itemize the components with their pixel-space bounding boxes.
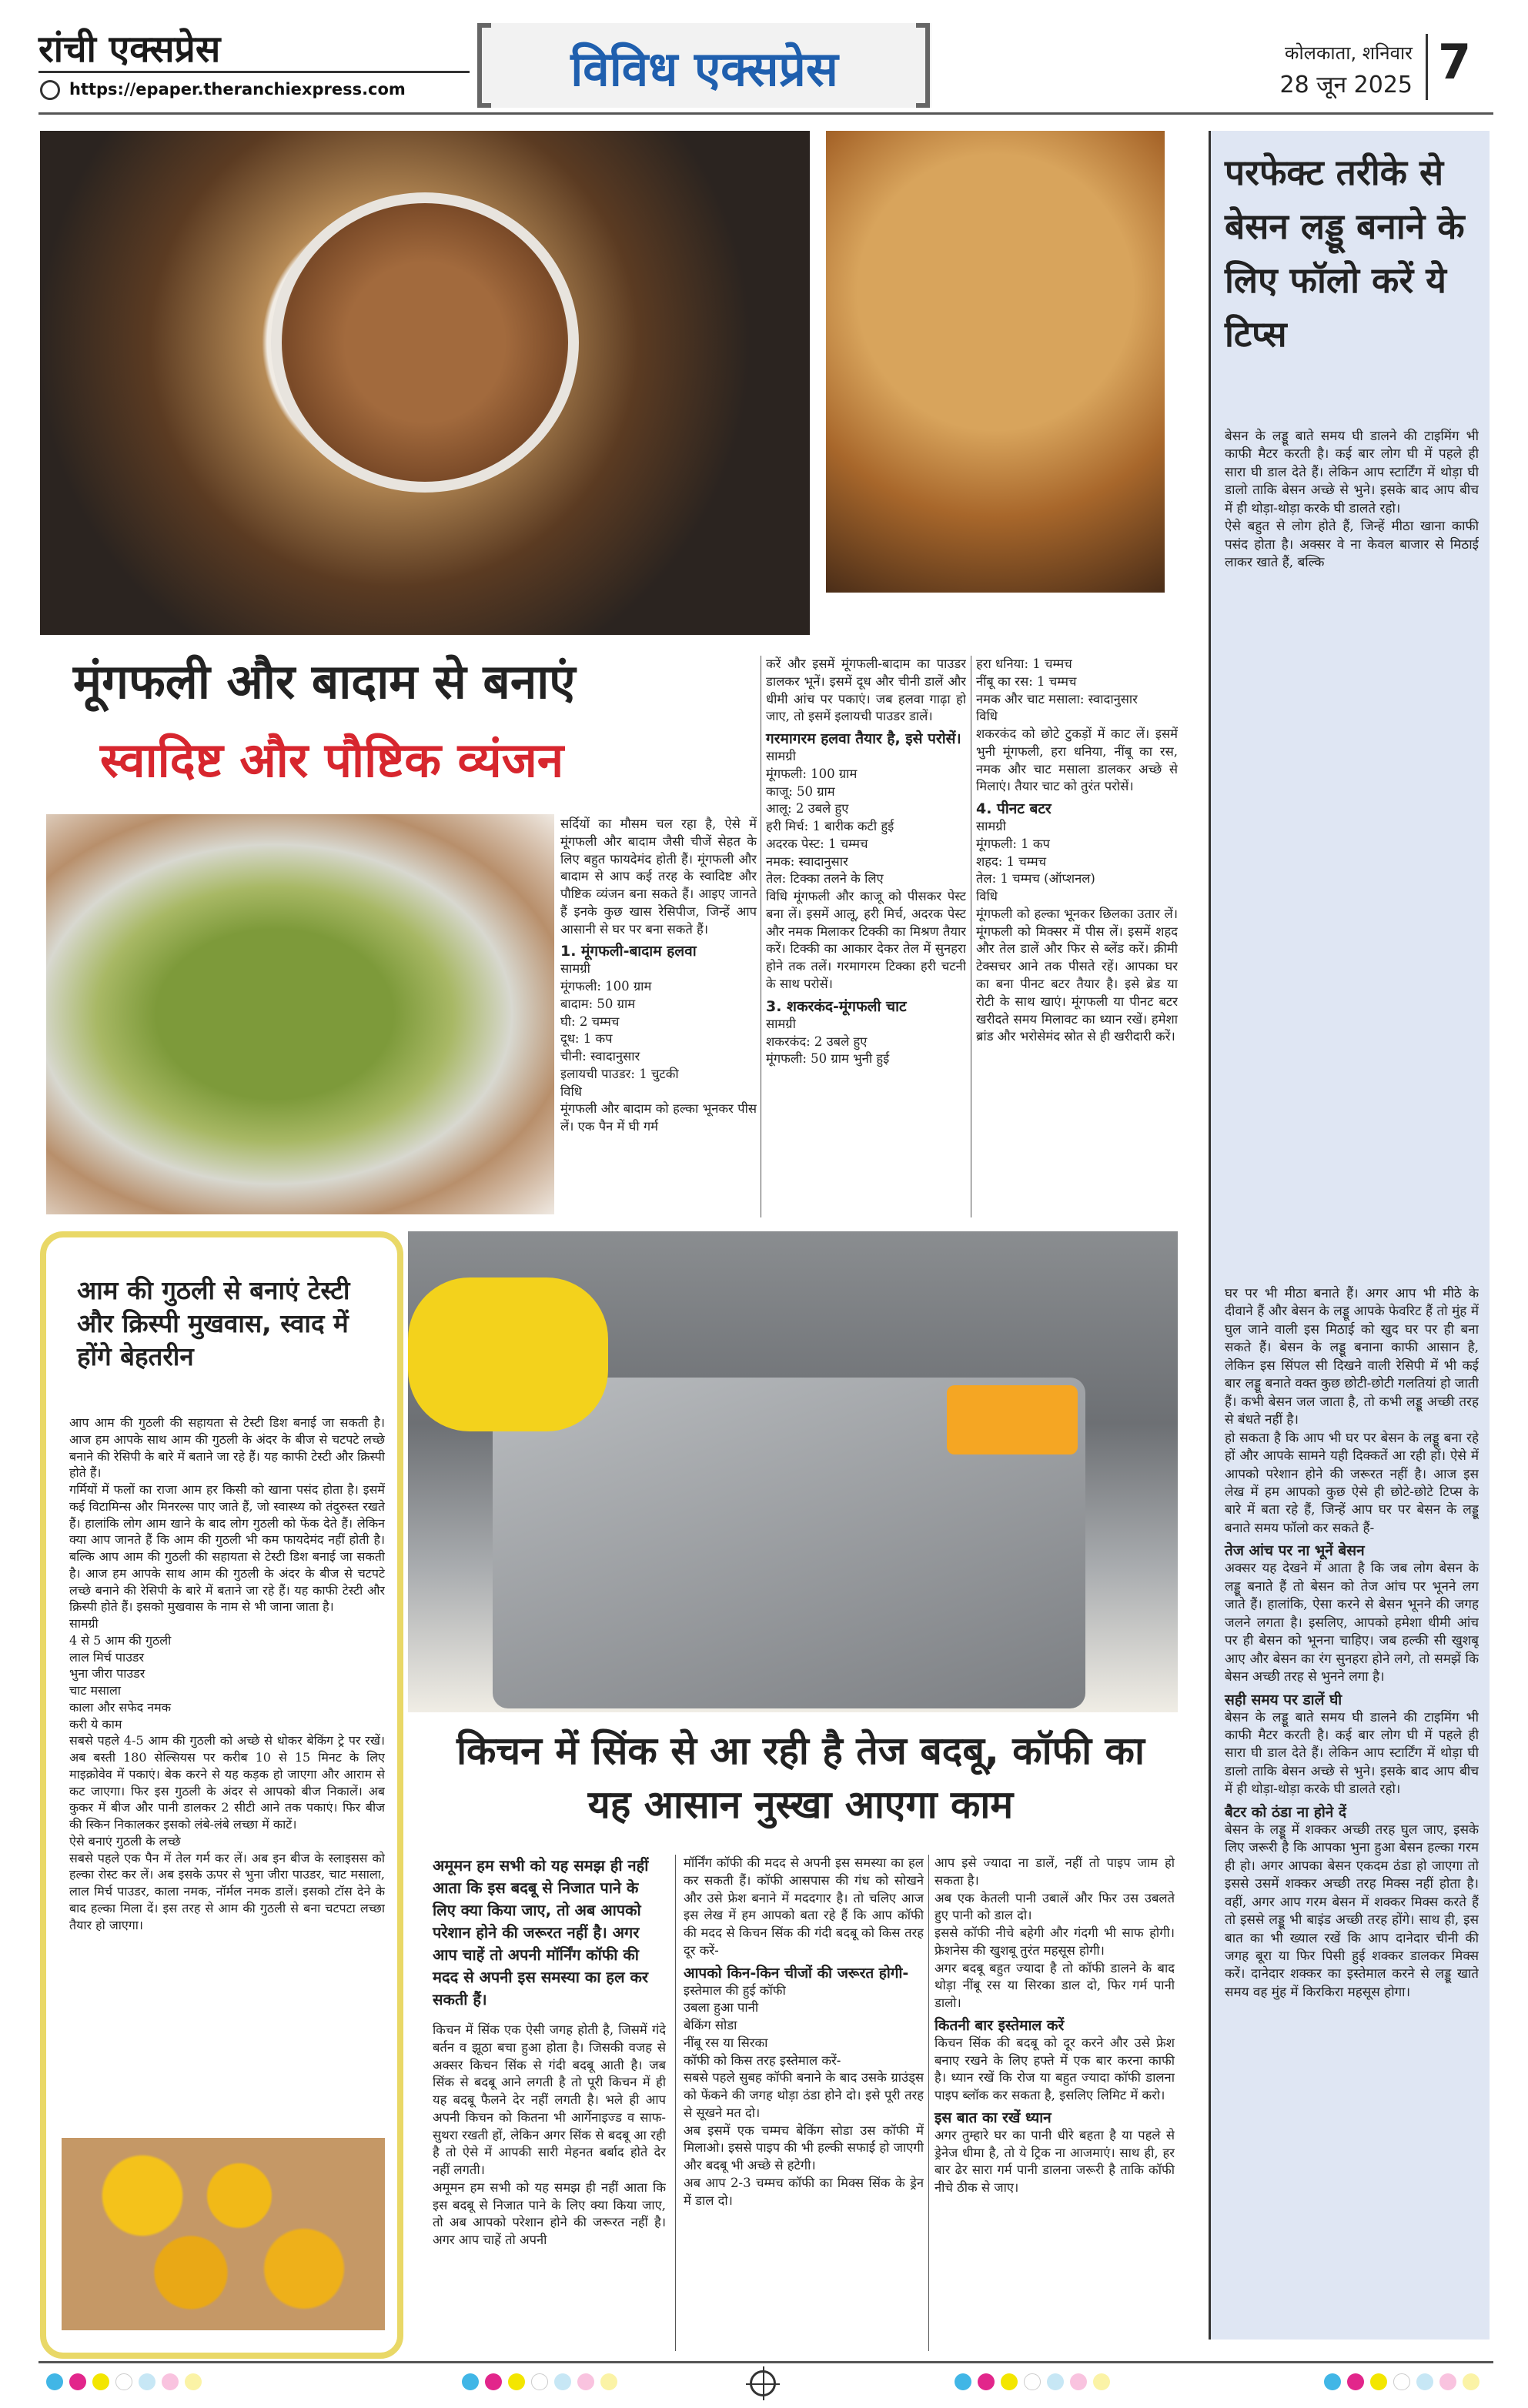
caution-heading: इस बात का रखें ध्यान [935, 2109, 1052, 2126]
sink-col2 [684, 1855, 924, 2351]
sink-col2-text: इस्तेमाल की हुई कॉफी उबला हुआ पानी बेकिंग सोडा नींबू रस या सिरका कॉफी को किस तरह इस्तेमाल करें- सबसे पहले सुबह कॉफी बनाने के बाद उसके ग्राउंड्स को फेंकने की जगह थोड़ा ठंडा होने दो। इसे पूरी तरह से सूखने मत दो। अब इसमें एक चम्मच बेकिंग सोडा उस कॉफी में मिलाओ। इससे पाइप की भी हल्की सफाई हो जाएगी और बदबू भी अच्छे से हटेगी। अब आप 2-3 चम्मच कॉफी का मिक्स सिंक के ड्रेन में डाल दो। [684, 1982, 924, 2208]
footer-rule [38, 2361, 1493, 2363]
tip2-heading: सही समय पर डालें घी [1225, 1691, 1342, 1708]
section-title: विविध एक्सप्रेस [570, 41, 838, 97]
sink-col3-top-text: आप इसे ज्यादा ना डालें, नहीं तो पाइप जाम हो सकता है। अब एक केतली पानी उबालें और फिर उस उबलते हुए पानी को डाल दो। इससे कॉफी नीचे बहेगी और गंदगी भी साफ होगी। फ्रेशनेस की खुशबू तुरंत महसूस होगी। अगर बदबू बहुत ज्यादा है तो कॉफी डालने के बाद थोड़ा नींबू रस या सिरका डाल दो, फिर गर्म पानी डालो। [935, 1855, 1175, 2011]
ladoo-sidebar [1209, 131, 1490, 2340]
column-rule [675, 1855, 676, 2351]
registration-dot [462, 2373, 479, 2390]
yellow-glove-shape [408, 1277, 608, 1431]
registration-dot [139, 2373, 155, 2390]
registration-dots-mid-left [462, 2373, 624, 2393]
registration-dot [1047, 2373, 1064, 2390]
mixed-nuts-photo [40, 131, 810, 635]
recipe1-heading: 1. मूंगफली-बादाम हलवा [560, 943, 697, 960]
registration-dot [1024, 2373, 1041, 2390]
peanut-dish-photo [46, 814, 554, 1214]
city-day: कोलकाता, शनिवार [1285, 42, 1413, 64]
tip3-heading: बैटर को ठंडा ना होने दें [1225, 1803, 1347, 1821]
registration-dot [1347, 2373, 1364, 2390]
ladoo-intro: बेसन के लड्डू बाते समय घी डालने की टाइमिंग भी काफी मैटर करती है। कई बार लोग घी में पहले ही सारा घी डाल देते हैं। लेकिन आप स्टार्टिंग में थोड़ा घी डालो ताकि बेसन अच्छे से भुने। इसके बाद आप बीच में ही थोड़ा-थोड़ा करके घी डालते रहो। ऐसे बहुत से लोग होते हैं, जिन्हें मीठा खाना काफी पसंद होता है। अक्सर वे ना केवल बाजार से मिठाई लाकर खाते हैं, बल्कि [1225, 429, 1479, 571]
registration-dots-left [46, 2373, 208, 2393]
registration-dot [92, 2373, 109, 2390]
tip1-text: अक्सर यह देखने में आता है कि जब लोग बेसन के लड्डू बनाते हैं तो बेसन को तेज आंच पर भूनने लग जाते हैं। हालांकि, ऐसा करने से बेसन भूनने की जगह जलने लगता है। इसलिए, आपको हमेशा धीमी आंच पर ही बेसन को भूनना चाहिए। जब हल्की सी खुशबू आए और बेसन का रंग सुनहरा होने लगे, तो समझें कि बेसन अच्छी तरह से भुनने लगा है। [1225, 1561, 1479, 1685]
caution-text: अगर तुम्हारे घर का पानी धीरे बहता है या पहले से ड्रेनेज धीमा है, तो ये ट्रिक ना आजमाएं। साथ ही, हर बार ढेर सारा गर्म पानी डालना जरूरी है ताकि कॉफी नीचे ठीक से जाए। [935, 2127, 1175, 2196]
sink-headline: किचन में सिंक से आ रही है तेज बदबू, कॉफी का यह आसान नुस्खा आएगा काम [456, 1728, 1145, 1827]
recipe4-text: सामग्री मूंगफली: 1 कप शहद: 1 चम्मच तेल: 1 चम्मच (ऑप्शनल) विधि मूंगफली को हल्का भूनकर छिलका उतार लें। मूंगफली को मिक्सर में पीस लें। इसमें शहद और तेल डालें और फिर से ब्लेंड करें। क्रीमी टेक्सचर आने तक पीसते रहें। आपका घर का बना पीनट बटर तैयार है। इसे ब्रेड या रोटी के साथ खाएं। मूंगफली या पीनट बटर खरीदते समय मिलावट का ध्यान रखें। हमेशा ब्रांड और भरोसेमंद स्रोत से ही खरीदारी करें। [976, 819, 1178, 1044]
registration-dot [577, 2373, 594, 2390]
registration-dot [1324, 2373, 1341, 2390]
masthead-underline [38, 71, 470, 73]
recipe3-text: सामग्री शकरकंद: 2 उबले हुए मूंगफली: 50 ग्राम भुनी हुई [766, 1016, 890, 1067]
registration-dot [46, 2373, 63, 2390]
registration-dot [978, 2373, 995, 2390]
registration-dot [485, 2373, 502, 2390]
halwa-photo [826, 131, 1165, 593]
recipe1-serve-heading: गरमागरम हलवा तैयार है, इसे परोसें। [766, 730, 961, 748]
registration-dot [1439, 2373, 1456, 2390]
ladoo-article-body [1225, 1285, 1479, 2347]
registration-dots-right [1324, 2373, 1486, 2393]
crosshair-v [763, 2366, 764, 2400]
registration-dot [600, 2373, 617, 2390]
masthead-rule [38, 112, 1493, 115]
page-number-divider [1426, 34, 1428, 100]
masthead [0, 0, 1528, 115]
mango-box [40, 1231, 403, 2359]
recipe2-text: सामग्री मूंगफली: 100 ग्राम काजू: 50 ग्राम आलू: 2 उबले हुए हरी मिर्च: 1 बारीक कटी हुई अदरक पेस्ट: 1 चम्मच नमक: स्वादानुसार तेल: टिक्का तलने के लिए विधि मूंगफली और काजू को पीसकर पेस्ट बना लें। इसमें आलू, हरी मिर्च, अदरक पेस्ट और नमक मिलाकर टिक्की का मिश्रण तैयार करें। टिक्की का आकार देकर तेल में सुनहरा होने तक तलें। गरमागरम टिक्का हरी चटनी के साथ परोसें। [766, 749, 966, 992]
registration-dot [1463, 2373, 1480, 2390]
tip3-text: बेसन के लड्डू में शक्कर अच्छी तरह घुल जाए, इसके लिए जरूरी है कि आपका भुना हुआ बेसन हल्का गरम ही हो। अगर आपका बेसन एकदम ठंडा हो जाएगा तो इससे उसमें शक्कर अच्छी तरह मिक्स नहीं होता है। वहीं, अगर आप गरम बेसन में शक्कर मिक्स करते हैं तो इससे लड्डू भी बाइंड अच्छी तरह होंगे। साथ ही, इस बात का भी ख्याल रखें कि आप दानेदार चीनी की जगह बूरा या फिर पिसी हुई शक्कर डालकर मिक्स करें। दानेदार शक्कर का इस्तेमाल करने से लड्डू खाते समय वह मुंह में किरकिरा महसूस होगा। [1225, 1822, 1479, 2000]
column-rule [928, 1855, 929, 2351]
registration-dot [69, 2373, 86, 2390]
registration-dot [115, 2373, 132, 2390]
registration-dot [531, 2373, 548, 2390]
nuts-headline-line1: मूंगफली और बादाम से बनाएं [73, 653, 576, 710]
mango-article-text: आप आम की गुठली की सहायता से टेस्टी डिश बनाई जा सकती है। आज हम आपके साथ आम की गुठली के अंदर के बीज से चटपटे लच्छे बनाने की रेसिपी के बारे में बताने जा रहे हैं। यह काफी टेस्टी और क्रिस्पी होते हैं। गर्मियों में फलों का राजा आम हर किसी को खाना पसंद होता है। इसमें कई विटामिन्स और मिनरल्स पाए जाते हैं, जो स्वास्थ्य को तंदुरुस्त रखते हैं। हालांकि लोग आम खाने के बाद लोग गुठली को फेंक देते हैं। लेकिन क्या आप जानते हैं कि आम की गुठली भी कम फायदेमंद नहीं होती है। बल्कि आप आम की गुठली की सहायता से टेस्टी डिश बनाई जा सकती है। आज हम आपके साथ आम की गुठली के अंदर के बीज से चटपटे लच्छे बनाने की रेसिपी के बारे में बताने जा रहे हैं। यह काफी टेस्टी और क्रिस्पी होते हैं। इसको मुखवास के नाम से भी जाना जाता है। सामग्री 4 से 5 आम की गुठली लाल मिर्च पाउडर भुना जीरा पाउडर चाट मसाला काला और सफेद नमक करी ये काम सबसे पहले 4-5 आम की गुठली को अच्छे से धोकर बेकिंग ट्रे पर रखें। अब बस्ती 180 सेल्सियस पर करीब 10 से 15 मिनट के लिए माइक्रोवेव में पकाएं। बेक करने से यह कड़क हो जाएगा और आराम से कट जाएगा। फिर इस गुठली के अंदर से आपको बीज निकालें। अब कुकर में बीज और पानी डालकर 2 सीटी आने तक पकाएं। फिर बीज की स्किन निकालकर इसको लंबे-लंबे लच्छा में काटें। ऐसे बनाएं गुठली के लच्छे सबसे पहले एक पैन में तेल गर्म कर लें। अब इन बीज के स्लाइसस को हल्का रोस्ट कर लें। अब इसके ऊपर से भुना जीरा पाउडर, चाट मसाला, लाल मिर्च पाउडर, काला नमक, नॉर्मल नमक डालें। इसको टॉस देने के बाद हल्का मिला दें। इस तरह से आम की गुठली से बना चटपटा लच्छा तैयार हो जाएगा। [69, 1415, 385, 1932]
nuts-col3 [976, 656, 1178, 1217]
usage-frequency-heading: कितनी बार इस्तेमाल करें [935, 2016, 1065, 2034]
ladoo-body-text: घर पर भी मीठा बनाते हैं। अगर आप भी मीठे के दीवाने हैं और बेसन के लड्डू आपके फेवरिट हैं तो मुंह में घुल जाने वाली इस मिठाई को खुद घर पर ही बना सकते हैं। बेसन के लड्डू बनाना काफी आसान है, लेकिन इस सिंपल सी दिखने वाली रेसिपी में भी कई बार लड्डू बनाते वक्त कुछ छोटी-छोटी गलतियां हो जाती हैं। कभी बेसन जल जाता है, तो कभी लड्डू अच्छी तरह से बंधते नहीं है। हो सकता है कि आप भी घर पर बेसन के लड्डू बना रहे हों और आपके सामने यही दिक्कतें आ रही हों। ऐसे में आपको परेशान होने की जरूरत नहीं है। आज इस लेख में हम आपको कुछ ऐसे ही छोटे-छोटे टिप्स के बारे में बता रहे हैं, जिन्हें आप घर पर बेसन के लड्डू बनाते समय फॉलो कर सकते हैं- [1225, 1286, 1479, 1536]
sink-lead: अमूमन हम सभी को यह समझ ही नहीं आता कि इस बदबू से निजात पाने के लिए क्या किया जाए, तो अब आपको परेशान होने की जरूरत नहीं है। अगर आप चाहें तो अपनी मॉर्निंग कॉफी की मदद से अपनी इस समस्या का हल कर सकती हैं। [433, 1856, 649, 2009]
ladoo-headline: परफेक्ट तरीके से बेसन लड्डू बनाने के लिए फॉलो करें ये टिप्स [1225, 152, 1465, 355]
nuts-intro: सर्दियों का मौसम चल रहा है, ऐसे में मूंगफली और बादाम जैसी चीजें सेहत के लिए बहुत फायदेमंद होती हैं। मूंगफली और बादाम से आप कई तरह के स्वादिष्ट और पौष्टिक व्यंजन बना सकते हैं। आइए जानते हैं इनके कुछ खास रेसिपीज, जिन्हें आप आसानी से घर पर बना सकते हैं। [560, 817, 757, 937]
registration-dot [554, 2373, 571, 2390]
bracket-left [477, 23, 491, 108]
registration-dot [955, 2373, 971, 2390]
mangoes-photo [62, 2138, 385, 2330]
nuts-col2 [766, 656, 966, 1217]
registration-dot [162, 2373, 179, 2390]
nuts-headline-line2: स्वादिष्ट और पौष्टिक व्यंजन [100, 732, 564, 788]
registration-dot [185, 2373, 202, 2390]
recipe3-heading: 3. शकरकंद-मूंगफली चाट [766, 997, 907, 1015]
recipe1-text: सामग्री मूंगफली: 100 ग्राम बादाम: 50 ग्राम घी: 2 चम्मच दूध: 1 कप चीनी: स्वादानुसार इलायची पाउडर: 1 चुटकी विधि मूंगफली और बादाम को हल्का भूनकर पीस लें। एक पैन में घी गर्म [560, 961, 757, 1134]
mango-headline: आम की गुठली से बनाएं टेस्टी और क्रिस्पी मुखवास, स्वाद में होंगे बेहतरीन [77, 1275, 350, 1371]
globe-icon [40, 80, 60, 100]
tip2-text: बेसन के लड्डू बाते समय घी डालने की टाइमिंग भी काफी मैटर करती है। कई बार लोग घी में पहले ही सारा घी डाल देते हैं। लेकिन आप स्टार्टिंग में थोड़ा घी डालो ताकि बेसन अच्छे से भुने। इसके बाद आप बीच में ही थोड़ा-थोड़ा करके घी डालते रहो। [1225, 1709, 1479, 1798]
recipe1-continued: करें और इसमें मूंगफली-बादाम का पाउडर डालकर भूनें। इसमें दूध और चीनी डालें और धीमी आंच पर पकाएं। जब हलवा गाढ़ा हो जाए, तो इसमें इलायची पाउडर डालें। [766, 656, 966, 724]
sink-col2-top-text: मॉर्निंग कॉफी की मदद से अपनी इस समस्या का हल कर सकती हैं। कॉफी आसपास की गंध को सोखने और उसे फ्रेश बनाने में मददगार है। तो चलिए आज इस लेख में हम आपको बता रहे हैं कि आप कॉफी की मदद से किचन सिंक की गंदी बदबू को किस तरह दूर करें- [684, 1855, 924, 1958]
registration-crosshair-icon [750, 2370, 776, 2396]
sponge-shape [947, 1385, 1078, 1454]
usage-frequency-text: किचन सिंक की बदबू को दूर करने और उसे फ्रेश बनाए रखने के लिए हफ्ते में एक बार करना काफी है। ध्यान रखें कि रोज या बहुत ज्यादा कॉफी डालना पाइप ब्लॉक कर सकता है, इसलिए लिमिट में करो। [935, 2035, 1175, 2103]
registration-dot [1001, 2373, 1018, 2390]
registration-dot [1093, 2373, 1110, 2390]
nut-bowl-shape [271, 192, 579, 493]
registration-dot [1393, 2373, 1410, 2390]
bracket-right [916, 23, 930, 108]
registration-dot [1070, 2373, 1087, 2390]
page-number: 7 [1438, 34, 1472, 90]
registration-dot [508, 2373, 525, 2390]
sink-col1-text: किचन में सिंक एक ऐसी जगह होती है, जिसमें गंदे बर्तन व झूठा बचा हुआ होता है। जिसकी वजह से अक्सर किचन सिंक से गंदी बदबू आती है। जब सिंक से बदबू आने लगती है तो पूरी किचन में ही यह बदबू फैलने देर नहीं लगती है। भले ही आप अपनी किचन को कितना भी आर्गेनाइज्ड व साफ-सुथरा रखती हों, लेकिन अगर सिंक से बदबू आ रही है तो ऐसे में आपकी सारी मेहनत बर्बाद होते देर नहीं लगती। अमूमन हम सभी को यह समझ ही नहीं आता कि इस बदबू से निजात पाने के लिए क्या किया जाए, तो अब आपको परेशान होने की जरूरत नहीं है। अगर आप चाहें तो अपनी [433, 2022, 666, 2248]
paper-url[interactable]: https://epaper.theranchiexpress.com [69, 80, 406, 99]
sink-col1 [433, 1855, 666, 2351]
recipe3-continued: हरा धनिया: 1 चम्मच नींबू का रस: 1 चम्मच नमक और चाट मसाला: स्वादानुसार विधि शकरकंद को छोटे टुकड़ों में काट लें। इसमें भुनी मूंगफली, हरा धनिया, नींबू का रस, नमक और चाट मसाला डालकर अच्छे से मिलाएं। तैयार चाट को तुरंत परोसें। [976, 656, 1178, 794]
nuts-col1 [560, 816, 757, 1216]
registration-dots-mid-right [955, 2373, 1116, 2393]
registration-dot [1370, 2373, 1387, 2390]
kitchen-sink-photo [408, 1231, 1178, 1712]
registration-dot [1416, 2373, 1433, 2390]
issue-date: 28 जून 2025 [1279, 72, 1413, 99]
paper-logo: रांची एक्सप्रेस [38, 28, 221, 71]
things-needed-heading: आपको किन-किन चीजों की जरूरत होगी- [684, 1964, 909, 1982]
sink-col3 [935, 1855, 1175, 2351]
recipe4-heading: 4. पीनट बटर [976, 800, 1052, 818]
tip1-heading: तेज आंच पर ना भूनें बेसन [1225, 1542, 1365, 1560]
